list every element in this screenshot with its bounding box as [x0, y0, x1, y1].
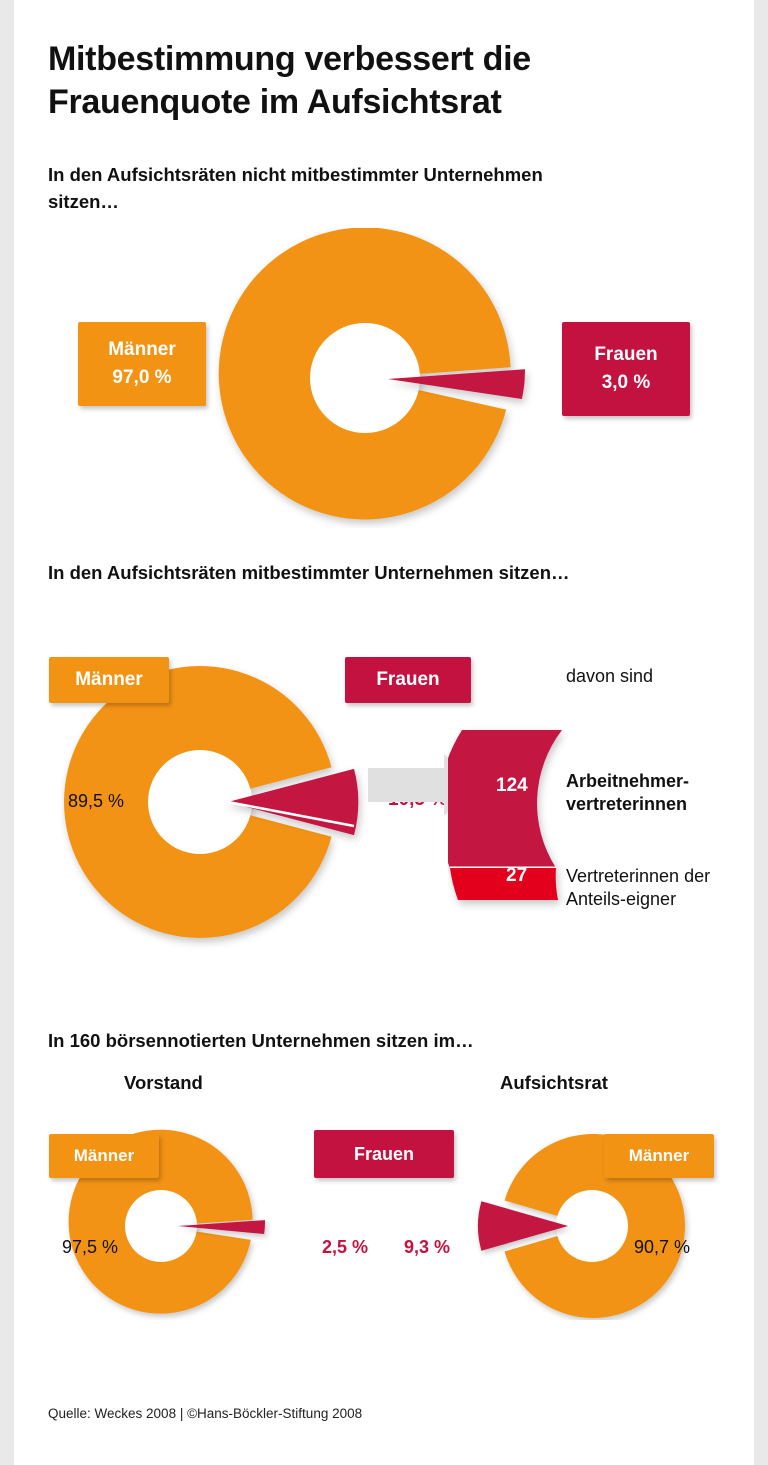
- section-two-heading: In den Aufsichtsräten mitbestimmter Unternehmen sitzen…: [48, 562, 570, 583]
- chip-value: 3,0 %: [601, 372, 651, 393]
- value-maenner-mitbestimmt: 89,5 %: [68, 791, 125, 811]
- label-chip-maenner-vorstand: [49, 1134, 159, 1178]
- chip-label: Männer: [73, 1146, 135, 1165]
- chip-label: Männer: [75, 669, 143, 690]
- section-three-heading: In 160 börsennotierten Unternehmen sitzen im…: [48, 1030, 474, 1051]
- value-frauen-vorstand: 2,5 %: [322, 1237, 369, 1257]
- label-chip-maenner-mitbestimmt: [49, 657, 169, 703]
- chip-label: Männer: [108, 338, 176, 360]
- donut-chart-nicht-mitbestimmt: [215, 228, 545, 533]
- source-note: Quelle: Weckes 2008 | ©Hans-Böckler-Stiftung 2008: [48, 1406, 363, 1421]
- label-chip-maenner-nicht-mitbestimmt: [78, 322, 206, 406]
- label-chip-frauen-nicht-mitbestimmt: [562, 322, 690, 416]
- chip-label: Frauen: [353, 1143, 414, 1164]
- value-frauen-aufsichtsrat: 9,3 %: [404, 1237, 451, 1257]
- section-one-heading: In den Aufsichtsräten nicht mitbestimmter Unternehmen sitzen…: [48, 164, 543, 212]
- value-maenner-vorstand: 97,5 %: [62, 1237, 119, 1257]
- label-chip-frauen-section-three: [314, 1130, 454, 1178]
- breakout-davon-label: davon sind: [566, 666, 654, 686]
- page-left-margin: [0, 0, 14, 1465]
- chip-label: Männer: [628, 1146, 690, 1165]
- value-maenner-aufsichtsrat: 90,7 %: [634, 1237, 691, 1257]
- breakout-count-arbeitnehmer: 124: [496, 775, 528, 796]
- subheading-aufsichtsrat: Aufsichtsrat: [500, 1072, 608, 1093]
- breakout-label-anteilseigner: Vertreterinnen der Anteils-eigner: [566, 866, 711, 910]
- chip-label: Frauen: [376, 669, 440, 690]
- label-chip-frauen-mitbestimmt: [345, 657, 471, 703]
- subheading-vorstand: Vorstand: [124, 1072, 203, 1093]
- breakout-count-anteilseigner: 27: [506, 865, 528, 886]
- page-title: Mitbestimmung verbessert die Frauenquote im Aufsichtsrat: [48, 40, 531, 121]
- chip-label: Frauen: [594, 343, 658, 365]
- breakout-slice-chart: [448, 700, 578, 935]
- chip-value: 97,0 %: [112, 367, 172, 388]
- breakout-label-arbeitnehmer: Arbeitnehmer-vertreterinnen: [566, 771, 690, 815]
- page-right-margin: [754, 0, 768, 1465]
- label-chip-maenner-aufsichtsrat: [604, 1134, 714, 1178]
